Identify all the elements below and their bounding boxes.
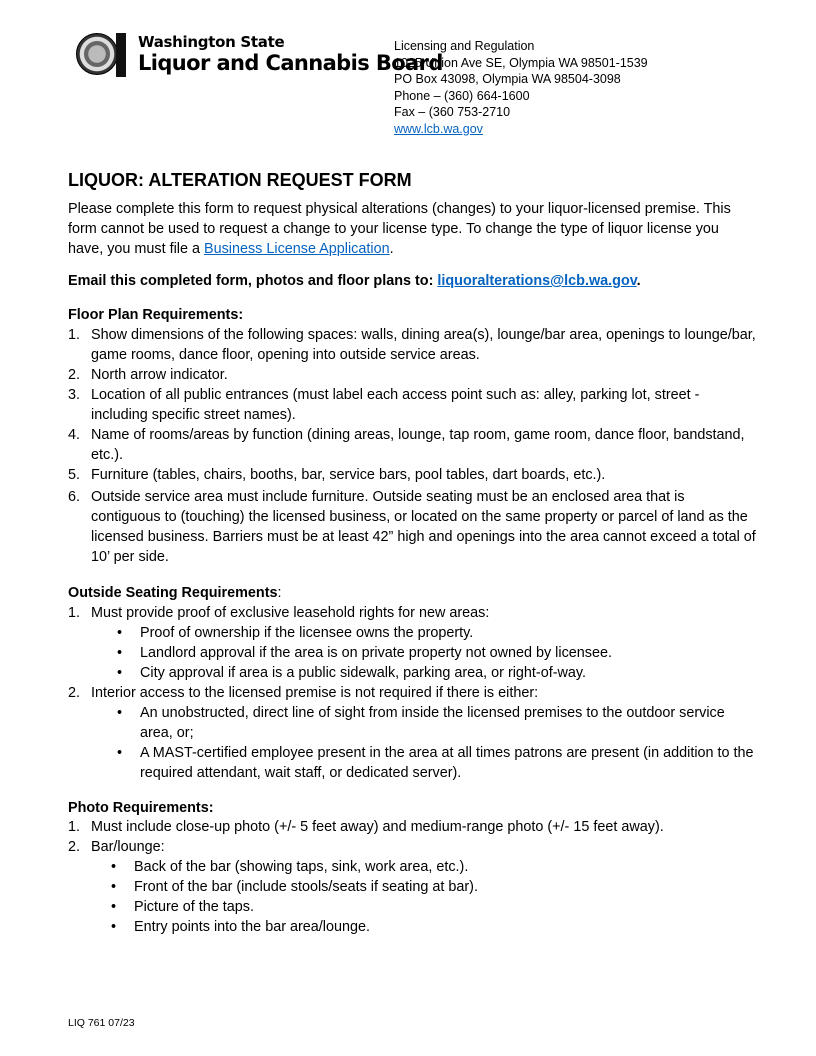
- outside-seating-list: [68, 603, 758, 783]
- logo-line1: Washington State: [138, 32, 285, 51]
- item-text: North arrow indicator.: [91, 367, 228, 383]
- list-item: 1. Must include close-up photo (+/- 5 feet away) and medium-range photo (+/- 15 feet away).: [68, 819, 664, 835]
- list-item: 5. Furniture (tables, chairs, booths, bar, service bars, pool tables, dart boards, etc.).: [68, 467, 606, 483]
- item-text: Location of all public entrances (must label each access point such as: alley, parking lot, street - including specific street names).: [91, 387, 700, 423]
- item-text: Furniture (tables, chairs, booths, bar, service bars, pool tables, dart boards, etc.).: [91, 467, 606, 483]
- list-item: 1. Must provide proof of exclusive leasehold rights for new areas: • Proof of ownership if the licensee owns the property. • Landlord approval if the area is on private property not owned by licensee. • City approval if area is a public sidewalk, parking area, or right-of-way.: [68, 603, 758, 683]
- list-item: 2. Interior access to the licensed premise is not required if there is either: • An unobstructed, direct line of sight from inside the licensed premises to the outdoor service area, or; • A MAST-certified employee present in the area at all times patrons are present (in addition to the required attendant, wait staff, or dedicated server).: [68, 683, 758, 783]
- address-line: PO Box 43098, Olympia WA 98504-3098: [394, 72, 621, 87]
- list-item: 1. Show dimensions of the following spaces: walls, dining area(s), lounge/bar area, openings to lounge/bar, game rooms, dance floor, opening into outside service areas.: [68, 327, 756, 363]
- email-text: Email this completed form, photos and floor plans to:: [68, 273, 438, 289]
- heading-text: Outside Seating Requirements: [68, 585, 278, 601]
- list-item: 6. Outside service area must include furniture. Outside seating must be an enclosed area that is contiguous to (touching) the licensed business, or located on the same property or parcel of land as the licensed business. Barriers must be at least 42” high and openings into the area cannot exceed a total of 10’ per side.: [68, 489, 756, 565]
- list-item: 4. Name of rooms/areas by function (dining areas, lounge, tap room, game room, dance floor, bandstand, etc.).: [68, 427, 745, 463]
- photo-heading: Photo Requirements:: [68, 800, 214, 816]
- item-text: Name of rooms/areas by function (dining areas, lounge, tap room, game room, dance floor, bandstand, etc.).: [91, 427, 745, 463]
- email-end: .: [636, 273, 641, 289]
- bullet-item: • Picture of the taps.: [111, 897, 758, 917]
- list-item: 3. Location of all public entrances (must label each access point such as: alley, parking lot, street - including specific street names).: [68, 387, 700, 423]
- state-seal-icon: [76, 33, 118, 75]
- address-line: Licensing and Regulation: [394, 39, 535, 53]
- floor-plan-heading: Floor Plan Requirements:: [68, 307, 244, 323]
- item-text: Interior access to the licensed premise is not required if there is either:: [91, 685, 539, 701]
- bullet-item: • Landlord approval if the area is on private property not owned by licensee.: [117, 643, 758, 663]
- intro-paragraph: [68, 199, 758, 259]
- email-link[interactable]: liquoralterations@lcb.wa.gov: [437, 273, 637, 289]
- item-text: Outside service area must include furniture. Outside seating must be an enclosed area that is contiguous to (touching) the licensed business, or located on the same property or parcel of land as the licensed business. Barriers must be at least 42” high and openings into the area cannot exceed a total of 10’ per side.: [91, 489, 756, 565]
- form-number: LIQ 761 07/23: [68, 1017, 135, 1029]
- bullet-item: • City approval if area is a public sidewalk, parking area, or right-of-way.: [117, 663, 758, 683]
- photo-list: [68, 817, 758, 937]
- business-license-link[interactable]: Business License Application: [203, 241, 390, 257]
- floor-plan-list: [68, 325, 758, 567]
- bullet-item: • A MAST-certified employee present in the area at all times patrons are present (in addition to the required attendant, wait staff, or dedicated server).: [117, 743, 758, 783]
- heading-colon: :: [277, 585, 282, 601]
- agency-address: [394, 38, 648, 138]
- list-item: 2. North arrow indicator.: [68, 367, 228, 383]
- intro-text: Please complete this form to request physical alterations (changes) to your liquor-licensed premise. This form cannot be used to request a change to your license type. To change the type of liquor license you have, you must file a: [68, 201, 731, 257]
- agency-logo: [76, 33, 443, 75]
- address-line: Phone – (360) 664-1600: [394, 88, 530, 103]
- website-link[interactable]: www.lcb.wa.gov: [394, 121, 483, 136]
- email-instruction: [68, 271, 758, 291]
- outside-seating-heading: [68, 583, 758, 603]
- bullet-item: • Proof of ownership if the licensee owns the property.: [117, 623, 758, 643]
- intro-end: .: [389, 241, 394, 257]
- address-line: 1025 Union Ave SE, Olympia WA 98501-1539: [394, 55, 648, 70]
- item-text: Show dimensions of the following spaces: walls, dining area(s), lounge/bar area, openings to lounge/bar, game rooms, dance floor, opening into outside service areas.: [91, 327, 756, 363]
- bullet-item: • Front of the bar (include stools/seats if seating at bar).: [111, 877, 758, 897]
- bullet-item: • An unobstructed, direct line of sight from inside the licensed premises to the outdoor service area, or;: [117, 703, 758, 743]
- address-line: Fax – (360 753-2710: [394, 105, 511, 120]
- item-text: Must provide proof of exclusive leasehold rights for new areas:: [91, 605, 490, 621]
- bullet-item: • Entry points into the bar area/lounge.: [111, 917, 758, 937]
- list-item: 2. Bar/lounge: • Back of the bar (showing taps, sink, work area, etc.). • Front of the bar (include stools/seats if seating at bar). • Picture of the taps. • Entry points into the bar area/lounge.: [68, 837, 758, 937]
- item-text: Bar/lounge:: [91, 839, 165, 855]
- logo-line2: Liquor and Cannabis Board: [138, 50, 443, 75]
- item-text: Must include close-up photo (+/- 5 feet away) and medium-range photo (+/- 15 feet away).: [91, 819, 664, 835]
- bullet-item: • Back of the bar (showing taps, sink, work area, etc.).: [111, 857, 758, 877]
- page-title: LIQUOR: ALTERATION REQUEST FORM: [68, 170, 412, 190]
